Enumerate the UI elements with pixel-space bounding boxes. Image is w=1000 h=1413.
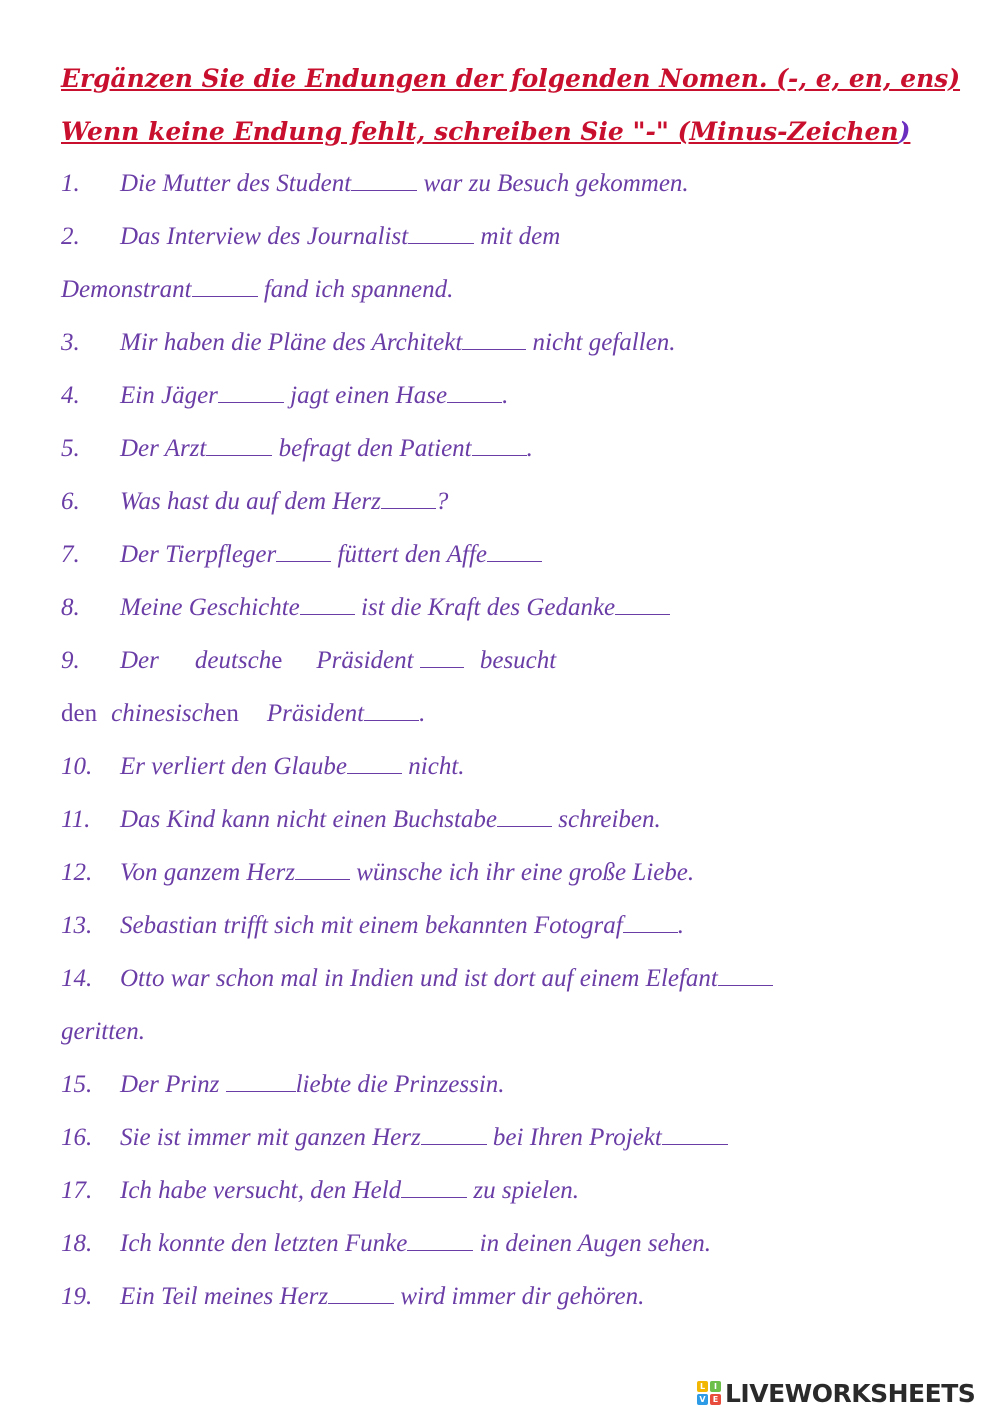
answer-blank[interactable] [472,454,527,456]
exercise-14-continued: geritten. [61,1018,146,1045]
exercise-18: 18. Ich konnte den letzten Funke in deinen Augen sehen. [61,1230,712,1257]
exercise-11: 11. Das Kind kann nicht einen Buchstabe schreiben. [61,806,661,833]
exercise-3: 3. Mir haben die Pläne des Architekt nicht gefallen. [61,329,676,356]
answer-blank[interactable] [351,189,417,191]
exercise-2-continued: Demonstrant fand ich spannend. [61,276,454,303]
answer-blank[interactable] [662,1143,728,1145]
exercise-4: 4. Ein Jäger jagt einen Hase . [61,382,509,409]
exercise-5: 5. Der Arzt befragt den Patient . [61,435,533,462]
liveworksheets-mark-icon: L I V E [697,1381,721,1405]
answer-blank[interactable] [497,825,552,827]
exercise-2: 2. Das Interview des Journalist mit dem [61,223,561,250]
answer-blank[interactable] [487,560,542,562]
answer-blank[interactable] [226,1090,296,1092]
answer-blank[interactable] [300,613,355,615]
exercise-9: 9. Der deutsche Präsident besucht [61,647,557,674]
exercise-12: 12. Von ganzem Herz wünsche ich ihr eine große Liebe. [61,859,695,886]
answer-blank[interactable] [615,613,670,615]
exercise-8: 8. Meine Geschichte ist die Kraft des Gedanke [61,594,670,622]
exercise-1: 1. Die Mutter des Student war zu Besuch gekommen. [61,170,689,197]
instruction-line-2: Wenn keine Endung fehlt, schreiben Sie "-" (Minus-Zeichen) [61,117,911,146]
answer-blank[interactable] [192,295,258,297]
answer-blank[interactable] [718,984,773,986]
exercise-17: 17. Ich habe versucht, den Held zu spielen. [61,1177,579,1204]
answer-blank[interactable] [407,1249,473,1251]
exercise-9-continued: den chinesischen Präsident . [61,700,426,727]
exercise-6: 6. Was hast du auf dem Herz ? [61,488,449,515]
exercise-16: 16. Sie ist immer mit ganzen Herz bei Ihren Projekt [61,1124,728,1152]
answer-blank[interactable] [328,1302,394,1304]
answer-blank[interactable] [381,507,436,509]
answer-blank[interactable] [364,719,419,721]
brand-name: LIVEWORKSHEETS [725,1378,976,1408]
answer-blank[interactable] [347,772,402,774]
answer-blank[interactable] [421,1143,487,1145]
answer-blank[interactable] [623,931,678,933]
closing-paren: ) [898,117,911,146]
liveworksheets-logo [697,1378,975,1408]
answer-blank[interactable] [420,666,464,668]
answer-blank[interactable] [408,242,474,244]
instruction-line-1: Ergänzen Sie die Endungen der folgenden Nomen. (-, e, en, ens) [61,64,961,93]
exercise-19: 19. Ein Teil meines Herz wird immer dir gehören. [61,1283,645,1310]
exercise-14: 14. Otto war schon mal in Indien und ist dort auf einem Elefant [61,965,773,993]
exercise-10: 10. Er verliert den Glaube nicht. [61,753,465,780]
answer-blank[interactable] [401,1196,467,1198]
answer-blank[interactable] [206,454,272,456]
answer-blank[interactable] [295,878,350,880]
exercise-7: 7. Der Tierpfleger füttert den Affe [61,541,542,569]
answer-blank[interactable] [276,560,331,562]
exercise-15: 15. Der Prinz liebte die Prinzessin. [61,1071,505,1098]
exercise-13: 13. Sebastian trifft sich mit einem bekannten Fotograf . [61,912,684,939]
answer-blank[interactable] [218,401,284,403]
answer-blank[interactable] [462,348,526,350]
answer-blank[interactable] [447,401,502,403]
